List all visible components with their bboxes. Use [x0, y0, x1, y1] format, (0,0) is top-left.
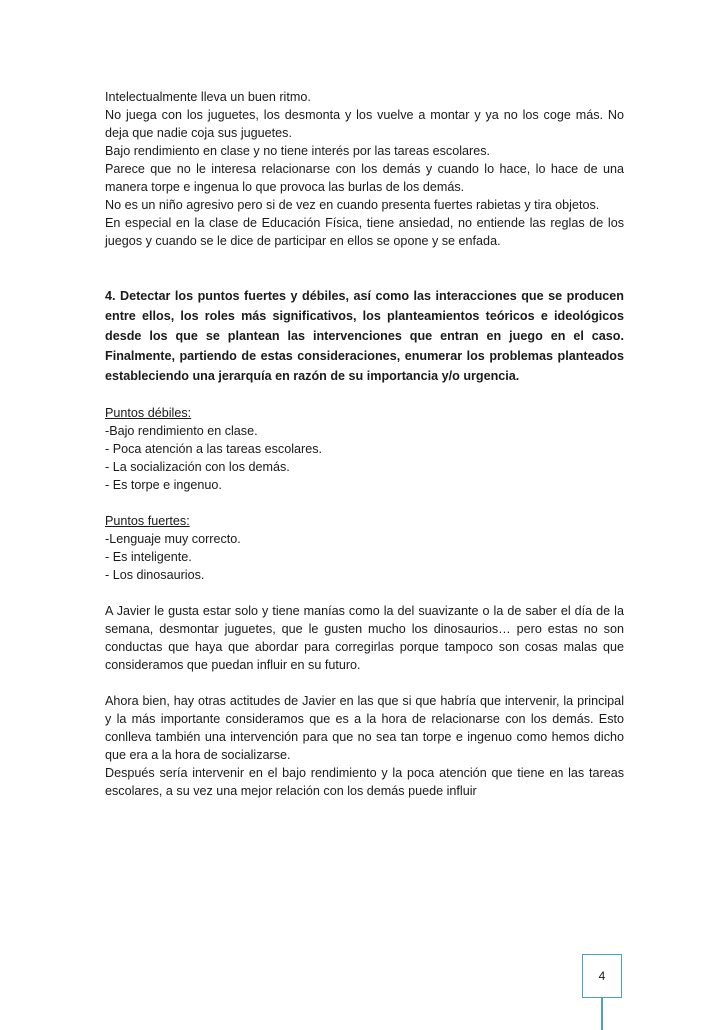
section-heading: 4. Detectar los puntos fuertes y débiles, así como las interacciones que se producen entre ellos, los roles más significativos, los planteamientos teóricos e ideológicos desde los que se plantean las intervenciones que entran en juego en el caso. Finalmente, partiendo de estas consideraciones, enumerar los problemas planteados estableciendo una jerarquía en razón de su importancia y/o urgencia. — [105, 289, 624, 383]
page-content — [105, 88, 624, 800]
strong-point-item: -Lenguaje muy correcto. — [105, 532, 241, 546]
strong-point-item: - Los dinosaurios. — [105, 568, 205, 582]
page-number: 4 — [598, 969, 606, 983]
weak-point-item: - Poca atención a las tareas escolares. — [105, 442, 323, 456]
strong-points-title: Puntos fuertes: — [105, 514, 190, 528]
page-number-box — [582, 954, 622, 998]
spacer — [105, 674, 624, 692]
spacer — [105, 386, 624, 404]
body-paragraph-2: Ahora bien, hay otras actitudes de Javier en las que si que habría que intervenir, la principal y la más importante consideramos que es a la hora de relacionarse con los demás. Esto conlleva también una intervención para que no sea tan torpe e ingenuo como hemos dicho que era a la hora de socializarse. — [105, 694, 624, 762]
spacer — [105, 494, 624, 512]
intro-paragraph-1: Intelectualmente lleva un buen ritmo. — [105, 90, 311, 104]
intro-paragraph-2: No juega con los juguetes, los desmonta y los vuelve a montar y ya no los coge más. No deja que nadie coja sus juguetes. — [105, 108, 624, 140]
weak-point-item: - Es torpe e ingenuo. — [105, 478, 222, 492]
page-number-connector-line — [601, 998, 603, 1030]
spacer — [105, 584, 624, 602]
body-paragraph-3: Después sería intervenir en el bajo rendimiento y la poca atención que tiene en las tareas escolares, a su vez una mejor relación con los demás puede influir — [105, 766, 624, 798]
body-paragraph-1: A Javier le gusta estar solo y tiene manías como la del suavizante o la de saber el día de la semana, desmontar juguetes, que le gusten mucho los dinosaurios… pero estas no son conductas que haya que abordar para corregirlas porque tampoco son cosas malas que consideramos que puedan influir en su futuro. — [105, 604, 624, 672]
weak-points-title: Puntos débiles: — [105, 406, 192, 420]
strong-point-item: - Es inteligente. — [105, 550, 192, 564]
weak-point-item: - La socialización con los demás. — [105, 460, 290, 474]
intro-paragraph-6: En especial en la clase de Educación Física, tiene ansiedad, no entiende las reglas de los juegos y cuando se le dice de participar en ellos se opone y se enfada. — [105, 216, 624, 248]
weak-point-item: -Bajo rendimiento en clase. — [105, 424, 258, 438]
intro-paragraph-3: Bajo rendimiento en clase y no tiene interés por las tareas escolares. — [105, 144, 491, 158]
intro-paragraph-4: Parece que no le interesa relacionarse con los demás y cuando lo hace, lo hace de una manera torpe e ingenua lo que provoca las burlas de los demás. — [105, 162, 624, 194]
intro-paragraph-5: No es un niño agresivo pero si de vez en cuando presenta fuertes rabietas y tira objetos. — [105, 198, 600, 212]
spacer — [105, 250, 624, 286]
